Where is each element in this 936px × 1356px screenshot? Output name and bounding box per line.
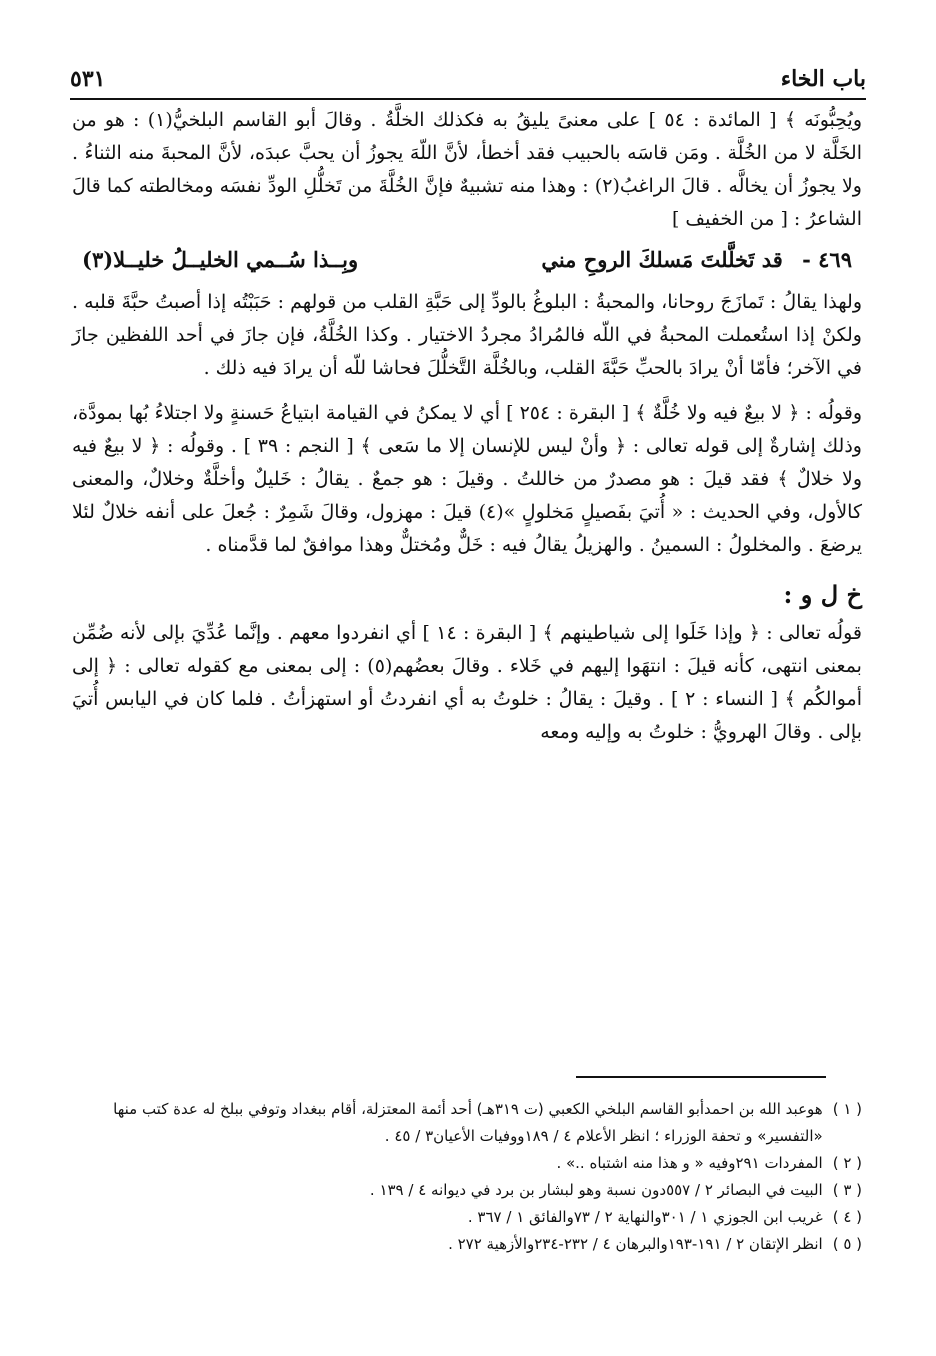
footnote-number: ( ٤ ) (832, 1208, 862, 1226)
page-number: ٥٣١ (70, 66, 106, 92)
running-title: باب الخاء (780, 66, 866, 92)
footnote (70, 1231, 862, 1258)
paragraph: ولهذا يقالُ : تَمازَجَ روحانا، والمحبةُ : البلوغُ بالودِّ إلى حَبَّةِ القلب من قولهم : حَبَبْتُه إذا أصبتُ حبَّةَ قلبه . ولكنْ إذا استُعملت المحبةُ في اللّه فالمُرادُ مجردُ الاختيار . وكذا الخُلَّةُ، فإن جازَ في أحد اللفظين جازَ في الآخر؛ فأمّا أنْ يرادَ بالحبِّ حَبَّةَ القلب، وبالخُلَّة التَّخلُّلَ فحاشا للّه أن يرادَ فيه ذلك . (72, 291, 862, 379)
verse-second-hemistich: وبِــذا سُــمي الخليــلُ خليــلا(٣) (82, 247, 359, 272)
footnote-number: ( ٣ ) (832, 1181, 862, 1199)
paragraph: ويُحِبُّونَه ﴾ [ المائدة : ٥٤ ] على معنىً يليقُ به فكذلك الخلَّةُ . وقالَ أبو القاسم البلخيُّ(١) : هو من الخَلَّة لا من الخُلَّة . ومَن قاسَه بالحبيب فقد أخطأ، لأنَّ اللّهَ يجوزُ أن يحبَّ عبدَه، لأنَّ المحبةَ منه الثناءُ . ولا يجوزُ أن يخالَّه . قالَ الراغبُ(٢) : وهذا منه تشبيهٌ فإنَّ الخُلَّةَ من تَخلُّلِ الودِّ نفسَه ومخالطته كما قالَ الشاعرُ : [ من الخفيف ] (72, 109, 863, 230)
footnote-text: انظر الإتقان ٢ / ١٩١-١٩٣والبرهان ٤ / ٢٣٢-٢٣٤والأزهية ٢٧٢ . (448, 1235, 823, 1253)
footnote-text: هوعبد الله بن احمدأبو القاسم البلخي الكعبي (ت ٣١٩هـ) أحد أئمة المعتزلة، أقام ببغداد وتوفي ببلخ له عدة كتب منها «التفسير» و تحفة الوزراء ؛ انظر الأعلام ٤ / ١٨٩ووفيات الأعيان٣ / ٤٥ . (113, 1100, 823, 1145)
footnote (70, 1150, 862, 1177)
footnote (70, 1204, 862, 1231)
footnote (70, 1096, 862, 1150)
footnote-number: ( ٥ ) (832, 1235, 862, 1253)
section-heading: خ ل و : (783, 580, 862, 609)
footnote-number: ( ٢ ) (832, 1154, 862, 1172)
verse-first-hemistich: قد تَخلَّلتَ مَسلكَ الروحِ مني (541, 247, 783, 272)
verse-number: ٤٦٩ - (802, 247, 852, 272)
page-header (70, 52, 866, 100)
footnote-number: ( ١ ) (832, 1100, 862, 1118)
footnote-divider (576, 1076, 826, 1078)
paragraph: وقولُه : ﴿ لا بيعٌ فيه ولا خُلَّةٌ ﴾ [ البقرة : ٢٥٤ ] أي لا يمكنُ في القيامة ابتياعُ حَسنةٍ ولا اجتلاءُ بُها بمودَّة، وذلك إشارةٌ إلى قوله تعالى : ﴿ وأنْ ليس للإنسان إلا ما سَعى ﴾ [ النجم : ٣٩ ] . وقولُه : ﴿ لا بيعٌ فيه ولا خلالٌ ﴾ فقد قيلَ : هو مصدرٌ من خاللتُ . وقيلَ : هو جمعٌ . يقالُ : خَليلٌ وأخلَّةٌ وخلالٌ، والمعنى كالأول، وفي الحديث : « أُتيَ بفَصيلٍ مَخلولٍ »(٤) قيلَ : مهزول، وقالَ شَمِرٌ : جُعلَ على أنفه خلالٌ لئلا يرضعَ . والمخلولُ : السمينُ . والهزيلُ يقالُ فيه : خَلٌّ ومُختلٌّ وهذا موافقٌ لما قدَّمناه . (72, 402, 863, 556)
footnote-text: المفردات ٢٩١وفيه « و هذا منه اشتباه ..» . (556, 1154, 823, 1172)
footnotes (70, 1096, 862, 1258)
verse-first-line (541, 240, 852, 280)
paragraph: قولُه تعالى : ﴿ وإذا خَلَوا إلى شياطينهم ﴾ [ البقرة : ١٤ ] أي انفردوا معهم . وإنَّما عُدِّيَ بإلى لأنه ضُمِّن بمعنى انتهى، كأنه قيلَ : انتهَوا إليهم في خَلاء . وقالَ بعضُهم(٥) : إلى بمعنى مع كقوله تعالى : ﴿ إلى أموالكُم ﴾ [ النساء : ٢ ] . وقيلَ : يقالُ : خلوتُ به أي انفردتُ أو استهزأتُ . فلما كان في اليابس أُتيَ بإلى . وقالَ الهرويُّ : خلوتُ به وإليه ومعه (72, 622, 862, 743)
footnote (70, 1177, 862, 1204)
footnote-text: البيت في البصائر ٢ / ٥٥٧دون نسبة وهو لبشار بن برد في ديوانه ٤ / ١٣٩ . (369, 1181, 823, 1199)
body-text (72, 104, 862, 749)
poetry-verse (72, 240, 862, 280)
footnote-text: غريب ابن الجوزي ١ / ٣٠١والنهاية ٢ / ٧٣والفائق ١ / ٣٦٧ . (467, 1208, 823, 1226)
